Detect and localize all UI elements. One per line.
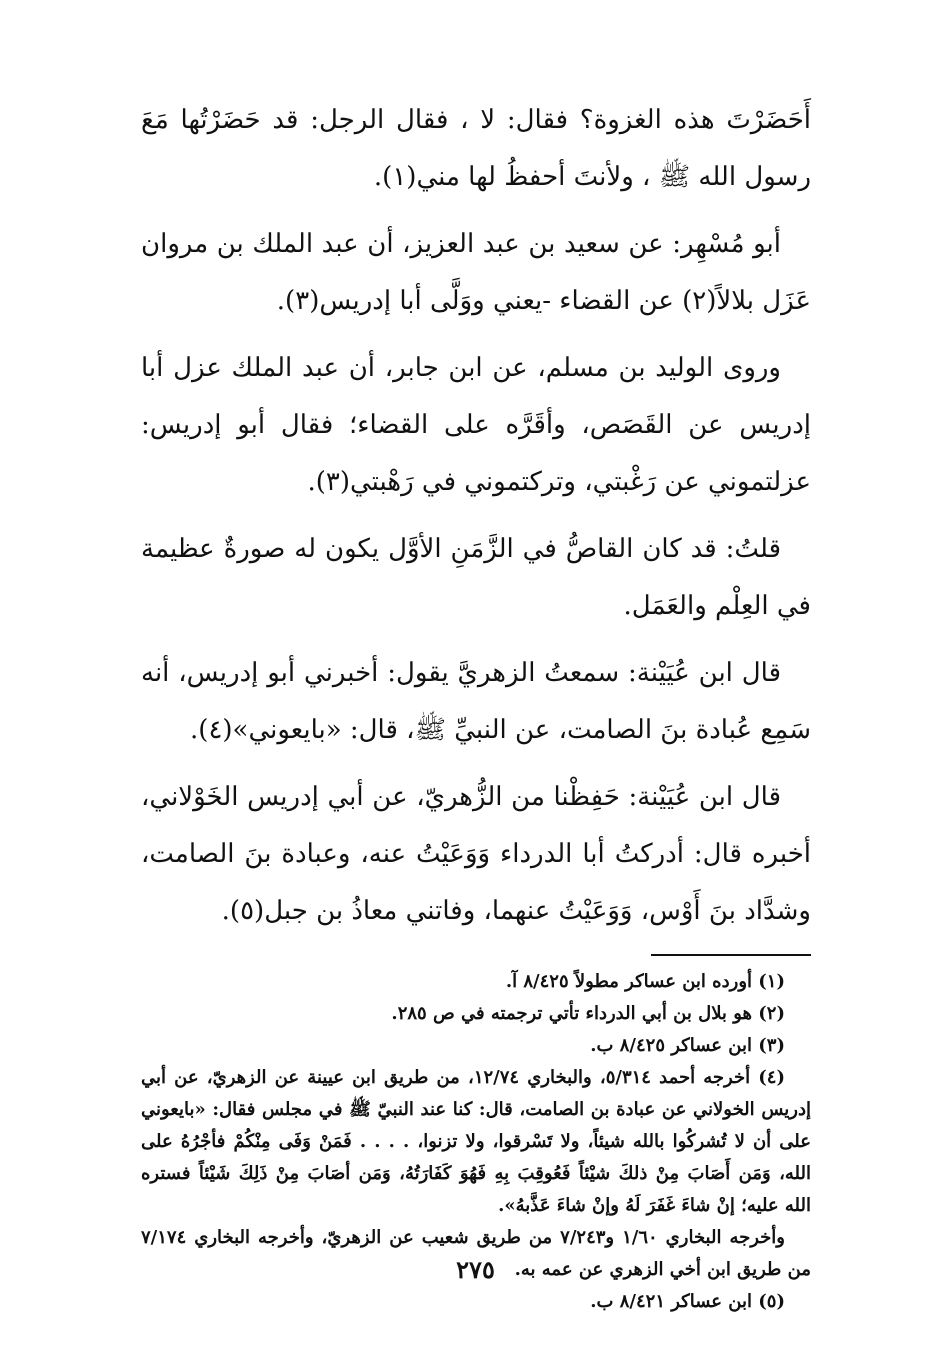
paragraph: أبو مُسْهِر: عن سعيد بن عبد العزيز، أن عبد الملك بن مروان عَزَل بلالاً(٢) عن القضاء -يعني ووَلَّى أبا إدريس(٣). xyxy=(141,229,811,316)
page-body xyxy=(141,92,811,1318)
footnote: (٤) أخرجه أحمد ٥/٣١٤، والبخاري ١٢/٧٤، من طريق ابن عيينة عن الزهريّ، عن أبي إدريس الخولاني عن عبادة بن الصامت، قال: كنا عند النبيّ ﷺ في مجلس فقال: «بايعوني على أن لا تُشركُوا بالله شيئاً، ولا تَسْرقوا، ولا تزنوا، . . . . فَمَنْ وَفَى مِنْكُمْ فأجْرُهُ على الله، وَمَن أَصَابَ مِنْ ذلكَ شيْئاً فَعُوقِبَ بِهِ فَهُوَ كَفَارَتُهُ، وَمَن أصَابَ مِنْ ذَلِكَ شَيْئاً فستره الله عليه؛ إنْ شاءَ غَفَرَ لَهُ وإنْ شاءَ عَذَّبهُ». xyxy=(141,1067,811,1216)
footnote: (٢) هو بلال بن أبي الدرداء تأتي ترجمته في ص ٢٨٥. xyxy=(391,1003,785,1024)
paragraph: وروى الوليد بن مسلم، عن ابن جابر، أن عبد الملك عزل أبا إدريس عن القَصَص، وأقَرَّه على القضاء؛ فقال أبو إدريس: عزلتموني عن رَغْبتي، وتركتموني في رَهْبتي(٣). xyxy=(141,353,811,497)
footnote: (٣) ابن عساكر ٨/٤٢٥ ب. xyxy=(590,1035,785,1056)
footnote: (١) أورده ابن عساكر مطولاً ٨/٤٢٥ آ. xyxy=(505,971,785,992)
paragraph: قال ابن عُيَيْنة: سمعتُ الزهريَّ يقول: أخبرني أبو إدريس، أنه سَمِع عُبادة بنَ الصامت، عن النبيِّ ﷺ، قال: «بايعوني»(٤). xyxy=(141,658,811,745)
paragraph: قال ابن عُيَيْنة: حَفِظْنا من الزُّهريّ، عن أبي إدريس الخَوْلاني، أخبره قال: أدركتُ أبا الدرداء وَوَعَيْتُ عنه، وعبادة بنَ الصامت، وشدَّاد بنَ أَوْس، وَوَعَيْتُ عنهما، وفاتني معاذُ بن جبل(٥). xyxy=(141,782,811,926)
paragraph: قلتُ: قد كان القاصُّ في الزَّمَنِ الأوَّل يكون له صورةٌ عظيمة في العِلْم والعَمَل. xyxy=(141,534,811,621)
footnote: وأخرجه البخاري ١/٦٠ و٧/٢٤٣ من طريق شعيب عن الزهريّ، وأخرجه البخاري ٧/١٧٤ من طريق ابن أخي الزهري عن عمه به. xyxy=(141,1227,811,1280)
paragraph: أَحَضَرْتَ هذه الغزوة؟ فقال: لا ، فقال الرجل: قد حَضَرْتُها مَعَ رسول الله ﷺ ، ولأنتَ أحفظُ لها مني(١). xyxy=(141,105,811,192)
footnote: (٥) ابن عساكر ٨/٤٢١ ب. xyxy=(590,1291,785,1312)
footnote-divider xyxy=(651,954,811,956)
page-number: ٢٧٥ xyxy=(456,1255,495,1284)
main-text xyxy=(141,92,811,940)
